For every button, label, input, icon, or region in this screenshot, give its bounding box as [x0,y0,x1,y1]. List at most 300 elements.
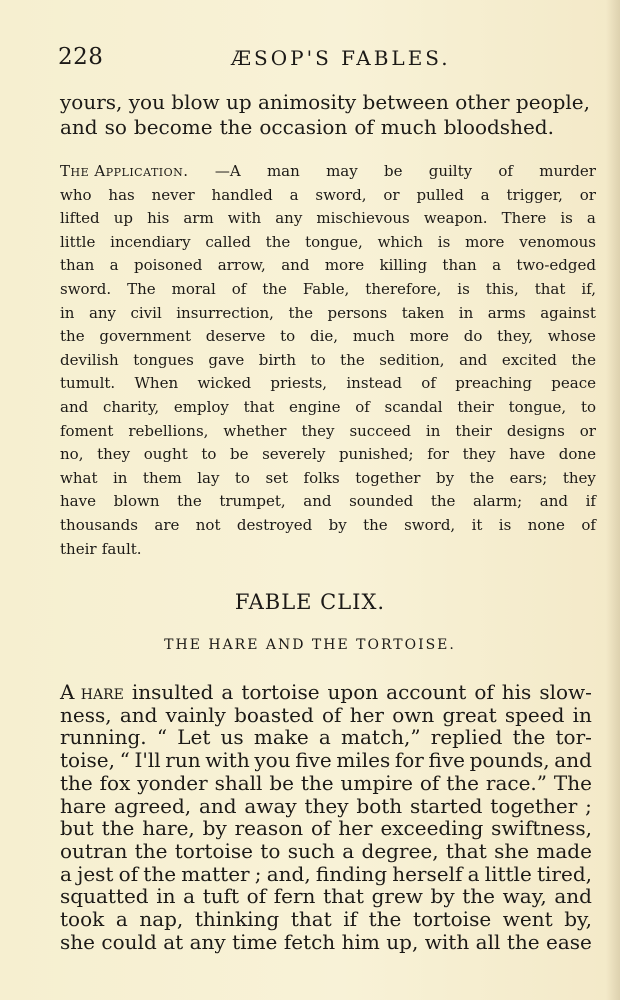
word: devilish [60,351,119,369]
word: great [442,703,497,727]
text-line [60,89,590,115]
word: Let [177,725,211,749]
word: they [562,469,596,487]
word: arms [487,304,526,322]
word: any [189,930,226,954]
word: that [445,839,487,863]
word: the [430,492,456,510]
word: be [383,162,403,180]
running-head: ÆSOP'S FABLES. [231,46,451,70]
word: blow [171,90,220,114]
word: a [115,907,128,931]
word: Fable, [302,280,350,298]
word: moral [171,280,216,298]
word: ears; [509,469,548,487]
word: and [281,256,310,274]
word: charity, [102,398,160,416]
word: whether [223,422,287,440]
word: the [462,884,496,908]
word: the [288,304,314,322]
word: tortoise [174,839,253,863]
text-line [60,302,596,324]
fable-subtitle: THE HARE AND THE TORTOISE. [164,637,456,653]
text-line [60,490,596,512]
word: own [392,703,435,727]
word: government [99,327,191,345]
word: wicked [197,374,252,392]
word: you [128,90,165,114]
word: set [265,469,289,487]
text-line [60,349,596,371]
word: is [457,280,470,298]
word: and [119,703,158,727]
word: peace [551,374,596,392]
word: is [437,233,451,251]
word: ; [254,862,262,886]
word: a [342,839,355,863]
word: sword, [404,516,456,534]
word: at [163,930,184,954]
word: upon [327,680,379,704]
text-line [60,538,596,560]
word: that [243,398,275,416]
word: never [151,186,195,204]
word: have [60,492,96,510]
word: gave [208,351,245,369]
word: pulled [416,186,464,204]
word: occasion [259,115,348,139]
word: ought [143,445,188,463]
word: in [572,703,592,727]
word: much [352,327,395,345]
word: “ [156,725,168,749]
text-line [60,467,596,489]
word: incendiary [110,233,191,251]
word: ease [546,930,592,954]
word: the [368,907,402,931]
text-line [60,816,592,840]
word: her [338,816,373,840]
word: their [455,422,492,440]
word: of [118,862,139,886]
word: than [60,256,95,274]
text-line [60,839,592,863]
page-header [58,44,598,74]
word: up [113,209,134,227]
word: for [394,748,424,772]
word: mischievous [316,209,410,227]
word: none [527,516,565,534]
word: they [97,445,131,463]
word: if [585,492,596,510]
word: a [289,186,299,204]
word: succeed [349,422,411,440]
word: fetch [283,930,336,954]
word: and [554,748,592,772]
word: the [143,862,177,886]
word: more [465,233,505,251]
word: yours, [60,90,123,114]
word: has [108,186,135,204]
word: trigger, [506,186,563,204]
word: whose [547,327,596,345]
word: shall [214,771,263,795]
word: to [201,445,217,463]
word: tortoise [412,907,492,931]
word: the [134,839,168,863]
word: lifted [60,209,100,227]
word: of [581,516,596,534]
word: the [446,771,479,795]
word: race.” [485,771,547,795]
word: make [253,725,309,749]
text-line [60,794,592,818]
word: arrow, [217,256,266,274]
word: made [536,839,592,863]
word: the [265,233,291,251]
word: or [579,422,596,440]
word: trumpet, [219,492,286,510]
word: up [225,90,252,114]
word: a [492,256,502,274]
word: therefore, [365,280,442,298]
word: her [349,703,384,727]
word: of [474,680,494,704]
word: together [490,794,578,818]
word: with [205,748,250,772]
word: taken [401,304,445,322]
word: a [480,186,490,204]
text-line [60,254,596,276]
word: grew [371,884,423,908]
word: tired, [536,862,592,886]
word: any [88,304,117,322]
word: which [377,233,423,251]
word: blown [113,492,160,510]
word: up, [386,930,419,954]
word: degree, [361,839,439,863]
word: thousands [60,516,138,534]
word: is [560,209,573,227]
word: fox [99,771,131,795]
word: little [60,233,96,251]
word: —A [214,162,241,180]
word: severely [262,445,326,463]
word: that [323,884,364,908]
word: arm [183,209,214,227]
word: folks [303,469,340,487]
word: fern [273,884,316,908]
word: and [539,492,569,510]
text-line [60,862,592,886]
word: hare, [142,816,195,840]
word: the [219,115,253,139]
word: handled [211,186,273,204]
word: a [221,680,234,704]
word: us [220,725,244,749]
word: run [165,748,201,772]
word: between [362,90,449,114]
word: time [232,930,278,954]
word: insurrection, [176,304,274,322]
word: of [322,703,342,727]
word: that [534,280,566,298]
word: this, [485,280,519,298]
word: and [60,398,89,416]
word: the [340,351,365,369]
word: with [227,209,262,227]
word: match,” [341,725,421,749]
word: against [540,304,596,322]
word: it [471,516,483,534]
word: vainly [165,703,226,727]
word: by [430,884,455,908]
word: of [246,884,267,908]
word: When [134,374,179,392]
word: his [501,680,532,704]
word: and [198,794,237,818]
word: tortoise [241,680,320,704]
word: they, [497,327,533,345]
word: civil [130,304,162,322]
word: no, [60,445,84,463]
word: with [424,930,470,954]
word: in [112,469,128,487]
word: them [142,469,182,487]
word: fault. [101,540,142,558]
word: insulted [131,680,214,704]
word: killing [379,256,428,274]
word: toise, [60,748,115,772]
text-line [60,325,596,347]
text-line [60,443,596,465]
word: of [354,115,374,139]
word: tuft [202,884,240,908]
word: what [60,469,98,487]
word: any [275,209,303,227]
word: do [463,327,483,345]
word: all [475,930,501,954]
word: a [586,209,596,227]
word: foment [60,422,114,440]
lead-word: A hare [60,680,124,704]
word: There [501,209,547,227]
word: they [462,445,496,463]
page-number: 228 [58,44,104,70]
word: went [502,907,553,931]
word: the [262,280,287,298]
word: called [205,233,251,251]
word: five [295,748,332,772]
text-line [60,231,596,253]
fable-title: FABLE CLIX. [234,590,386,614]
word: tongue, [305,233,363,251]
text-line [60,396,596,418]
word: miles [336,748,391,772]
text-line [60,930,592,954]
word: and [459,351,488,369]
word: scandal [384,398,443,416]
word: and, [266,862,311,886]
word: of [231,280,247,298]
word: tor- [555,725,592,749]
word: and [554,884,592,908]
word: the [469,469,495,487]
text-line [60,907,592,931]
word: may [326,162,358,180]
word: their [60,540,97,558]
word: running. [60,725,147,749]
word: together [355,469,421,487]
word: replied [430,725,503,749]
word: venomous [519,233,596,251]
word: not [195,516,221,534]
word: of [419,771,440,795]
word: the [101,816,135,840]
word: who [60,186,92,204]
word: they [304,794,349,818]
word: instead [346,374,402,392]
word: engine [289,398,341,416]
word: thinking [194,907,280,931]
word: herself [392,862,463,886]
word: are [154,516,180,534]
word: by [435,469,455,487]
word: in [60,304,75,322]
word: tongue, [508,398,567,416]
text-line [60,372,596,394]
word: they [301,422,335,440]
word: by, [564,907,592,931]
word: employ [173,398,229,416]
word: five [428,748,465,772]
word: be [269,771,294,795]
word: done [558,445,596,463]
word: murder [539,162,596,180]
word: slow- [539,680,592,704]
word: boasted [234,703,314,727]
word: birth [258,351,297,369]
word: but [60,816,94,840]
text-line [60,160,596,182]
word: is [498,516,512,534]
word: animosity [258,90,357,114]
word: of [310,816,331,840]
word: and [303,492,332,510]
word: rebellions, [128,422,209,440]
word: in [458,304,474,322]
word: poisoned [134,256,203,274]
word: destroyed [236,516,313,534]
word: both [356,794,403,818]
word: his [147,209,170,227]
word: of [355,398,370,416]
word: of [421,374,436,392]
text-line [60,114,590,140]
word: a [109,256,119,274]
word: agreed, [114,794,192,818]
word: that [290,907,332,931]
word: speed [504,703,565,727]
word: the [571,351,596,369]
text-line [60,884,592,908]
word: their [457,398,494,416]
word: “ [119,748,130,772]
word: ; [585,794,592,818]
word: a [183,884,196,908]
word: persons [327,304,388,322]
word: other [455,90,510,114]
word: a [60,862,72,886]
word: account [386,680,467,704]
word: matter [181,862,250,886]
word: a [467,862,480,886]
word: reason [234,816,304,840]
word: if [343,907,358,931]
word: for [427,445,449,463]
word: more [324,256,365,274]
text-line [60,703,592,727]
word: preaching [455,374,532,392]
word: took [60,907,105,931]
word: excited [501,351,557,369]
word: to [280,327,296,345]
word: outran [60,839,128,863]
word: could [101,930,157,954]
word: in [156,884,176,908]
word: to [310,351,326,369]
word: started [410,794,483,818]
text-line [60,771,592,795]
word: The [127,280,156,298]
word: tumult. [60,374,116,392]
word: priests, [270,374,328,392]
word: if, [581,280,596,298]
word: jest [77,862,114,886]
word: man [266,162,300,180]
word: way, [502,884,547,908]
word: swiftness, [491,816,592,840]
word: him [341,930,380,954]
text-line [60,207,596,229]
word: you [254,748,291,772]
text-line [60,680,592,704]
word: to [580,398,596,416]
text-line [60,748,592,772]
word: tongues [133,351,194,369]
word: or [579,186,596,204]
word: much [380,115,437,139]
word: and [60,115,98,139]
text-line [60,420,596,442]
word: she [60,930,95,954]
page-edge-shadow [606,0,620,1000]
text-line [60,278,596,300]
word: be [230,445,249,463]
word: the [300,771,334,795]
word: finding [315,862,387,886]
text-line [60,184,596,206]
word: by [328,516,347,534]
word: pounds, [469,748,550,772]
word: than [442,256,477,274]
word: the [363,516,388,534]
word: umpire [340,771,413,795]
text-line [60,514,596,536]
word: deserve [205,327,266,345]
word: sword. [60,280,112,298]
word: I'll [134,748,161,772]
